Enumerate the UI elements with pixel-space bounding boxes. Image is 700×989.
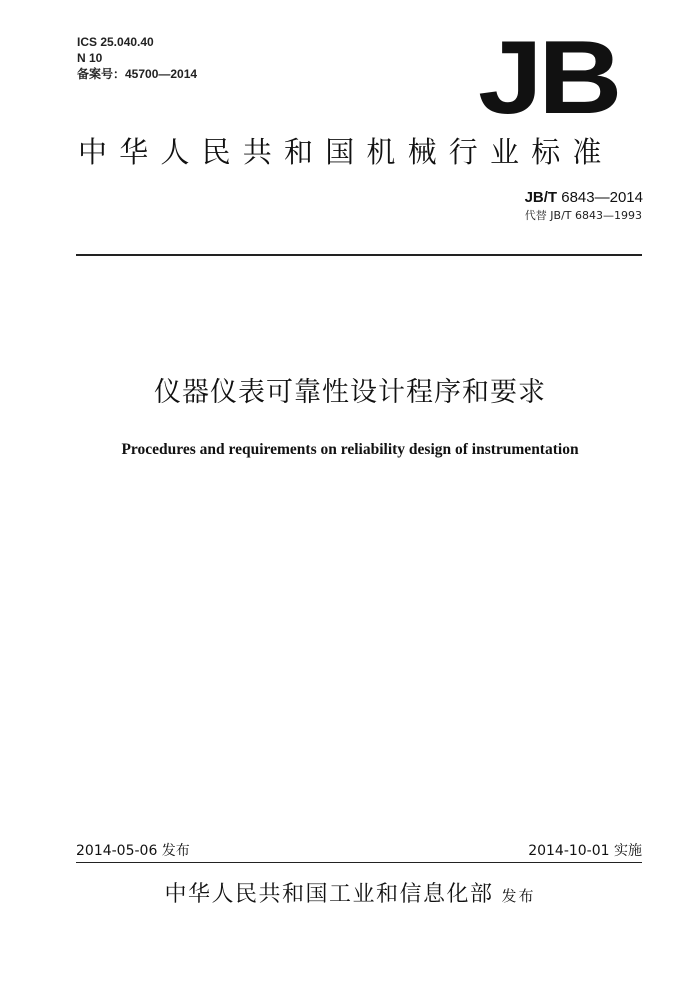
bottom-divider (76, 862, 642, 863)
jb-logo: JB (478, 20, 618, 136)
standard-code-prefix: JB/T (524, 189, 558, 206)
document-title-chinese: 仪器仪表可靠性设计程序和要求 (154, 377, 546, 408)
publisher-suffix: 发布 (501, 887, 536, 905)
n-code: N 10 (77, 51, 103, 65)
document-title-english: Procedures and requirements on reliability design of instrumentation (121, 441, 579, 458)
standard-code (525, 189, 643, 207)
top-divider (76, 254, 642, 256)
publisher (0, 880, 700, 911)
issue-date: 2014-05-06 发布 (76, 843, 190, 859)
publisher-name: 中华人民共和国工业和信息化部 (164, 882, 494, 907)
replaces-standard: 代替 JB/T 6843—1993 (524, 209, 642, 222)
standard-code-number: 6843—2014 (561, 189, 643, 206)
registration-number: 备案号：45700—2014 (77, 67, 198, 81)
classification-block (77, 34, 197, 82)
ics-code: ICS 25.040.40 (77, 35, 154, 49)
industry-standard-title: 中华人民共和国机械行业标准 (78, 135, 614, 169)
implementation-date: 2014-10-01 实施 (528, 843, 642, 859)
